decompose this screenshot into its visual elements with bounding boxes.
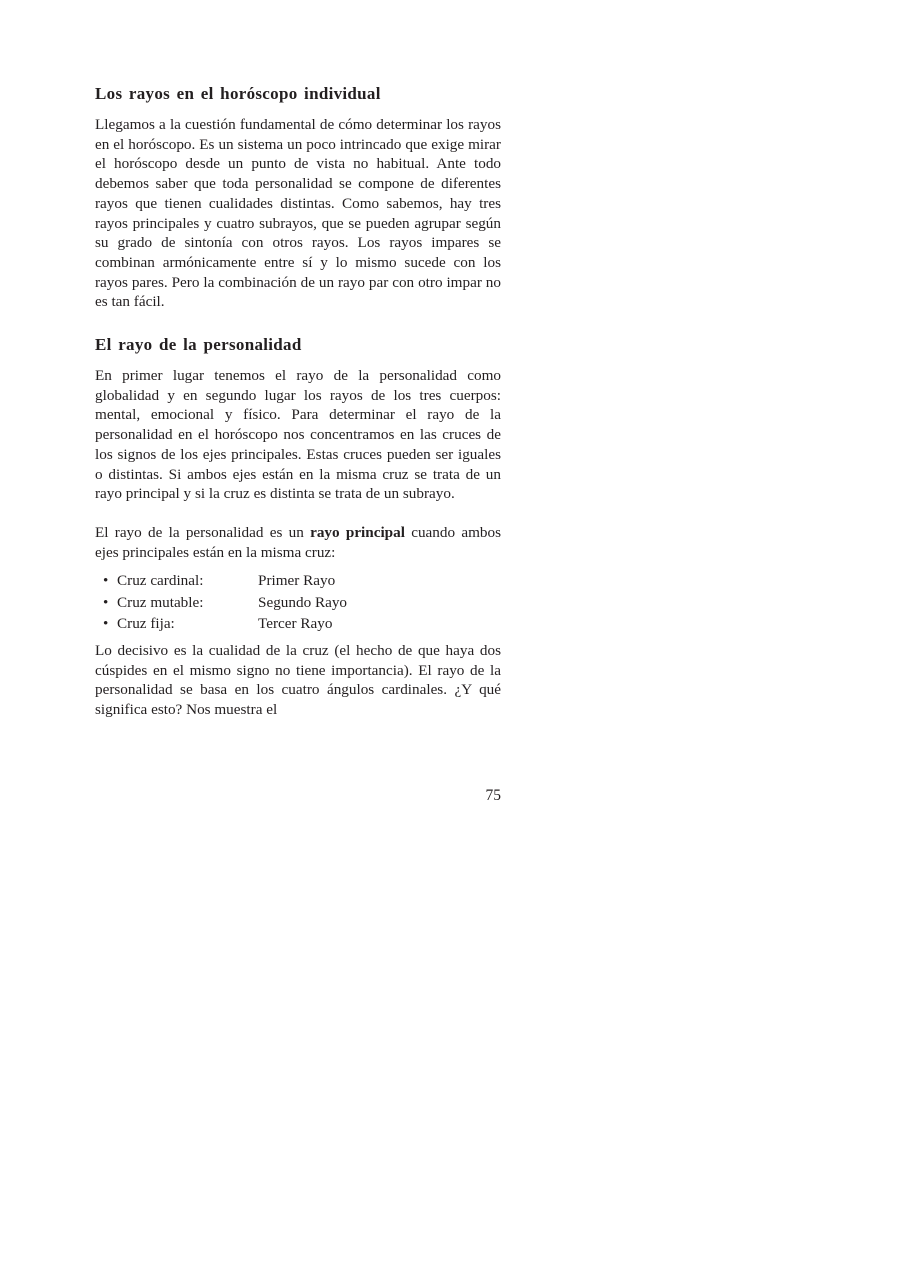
paragraph-intro: Llegamos a la cuestión fundamental de cómo determinar los rayos en el horóscopo. Es un sistema un poco intrincado que exige mirar el horóscopo desde un punto de vista no habitual. Ante todo debemos saber que toda personalidad se compone de diferentes rayos que tienen cualidades distintas. Como sabemos, hay tres rayos principales y cuatro subrayos, que se pueden agrupar según su grado de sintonía con otros rayos. Los rayos impares se combinan armónicamente entre sí y lo mismo sucede con los rayos pares. Pero la combinación de un rayo par con otro impar no es tan fácil. — [95, 116, 501, 311]
list-term: Cruz fija: — [117, 615, 175, 633]
list-item — [95, 570, 501, 592]
paragraph-rayo-principal — [95, 523, 501, 562]
list-value: Tercer Rayo — [258, 615, 333, 633]
list-item — [95, 613, 501, 635]
list-value: Primer Rayo — [258, 572, 336, 590]
page-content — [95, 82, 501, 720]
cross-ray-list — [95, 570, 501, 635]
paragraph-text-before: El rayo de la personalidad es un — [95, 523, 311, 541]
page-number: 75 — [485, 787, 501, 804]
section-heading-rayos-horoscopo: Los rayos en el horóscopo individual — [95, 84, 381, 103]
list-term: Cruz mutable: — [117, 593, 204, 611]
paragraph-cualidad-cruz: Lo decisivo es la cualidad de la cruz (el hecho de que haya dos cúspides en el mismo signo no tiene importancia). El rayo de la personalidad se basa en los cuatro ángulos cardinales. ¿Y qué significa esto? Nos muestra el — [95, 641, 501, 718]
section-heading-rayo-personalidad: El rayo de la personalidad — [95, 335, 302, 355]
list-item — [95, 592, 501, 614]
bullet-icon: • — [103, 615, 109, 633]
bold-term-rayo-principal: rayo principal — [310, 523, 405, 541]
paragraph-text-after: cuando ambos ejes principales están en la misma cruz: — [95, 523, 501, 561]
bullet-icon: • — [103, 593, 109, 611]
list-term: Cruz cardinal: — [117, 572, 204, 590]
bullet-icon: • — [103, 572, 109, 590]
paragraph-personalidad: En primer lugar tenemos el rayo de la personalidad como globalidad y en segundo lugar los rayos de los tres cuerpos: mental, emocional y físico. Para determinar el rayo de la personalidad en el horóscopo nos concentramos en las cruces de los signos de los ejes principales. Estas cruces pueden ser iguales o distintas. Si ambos ejes están en la misma cruz se trata de un rayo principal y si la cruz es distinta se trata de un subrayo. — [95, 367, 501, 503]
list-value: Segundo Rayo — [258, 593, 348, 611]
